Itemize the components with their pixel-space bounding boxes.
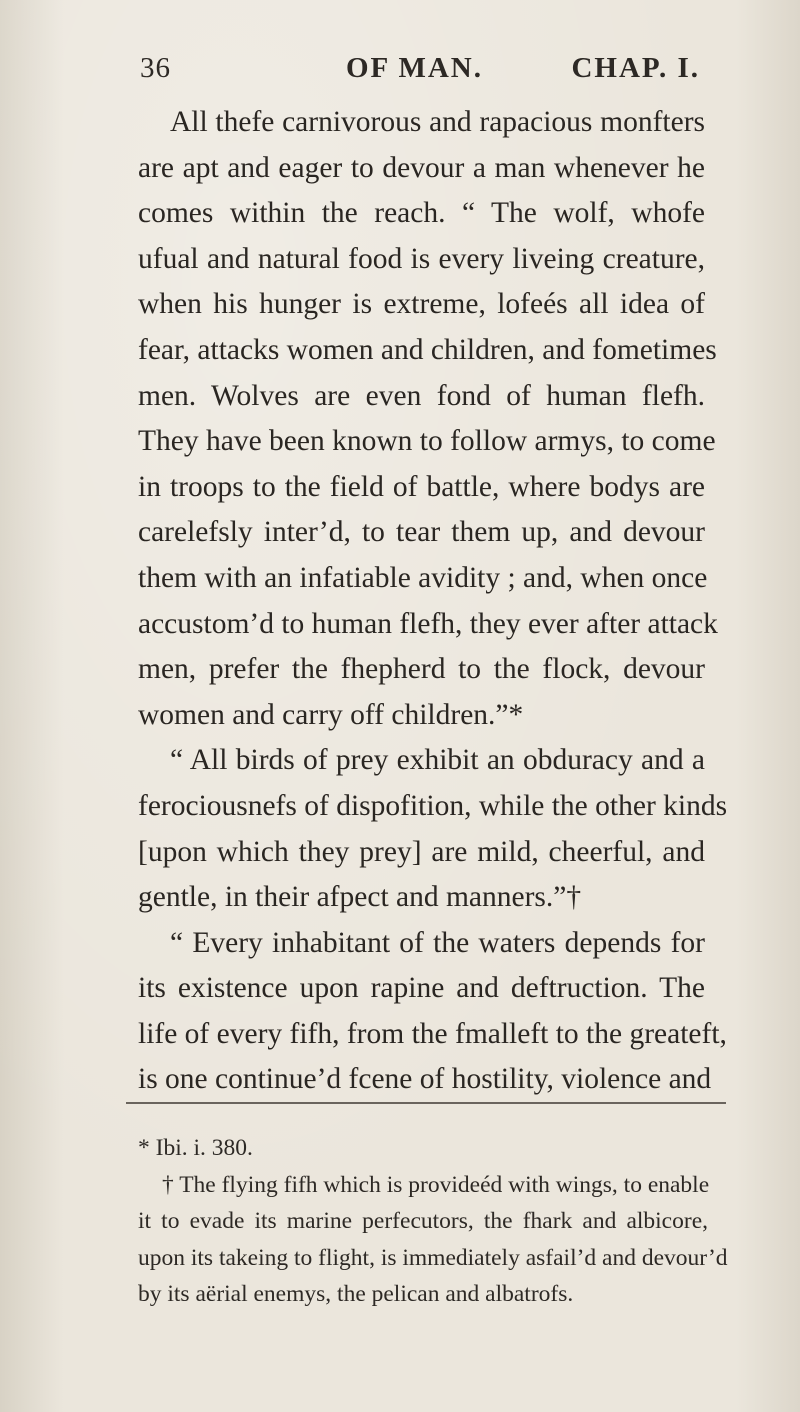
chapter-label: CHAP. I. — [571, 52, 700, 84]
text-line: carelefsly inter’d, to tear them up, and devour — [138, 516, 705, 549]
footnote-line: * Ibi. i. 380. — [138, 1135, 253, 1161]
running-head — [140, 52, 700, 92]
text-line: “ Every inhabitant of the waters depends for — [170, 926, 705, 959]
text-line: are apt and eager to devour a man whenever he — [138, 151, 705, 184]
footnote-line: by its aërial enemys, the pelican and albatrofs. — [138, 1281, 574, 1307]
text-line: ufual and natural food is every liveing creature, — [138, 242, 705, 275]
text-line: All thefe carnivorous and rapacious monfters — [170, 106, 705, 138]
text-line: in troops to the field of battle, where bodys are — [138, 470, 705, 503]
footnotes — [138, 1130, 728, 1313]
footnote-line: upon its takeing to flight, is immediately asfail’d and devour’d — [138, 1244, 728, 1271]
text-line: men, prefer the fhepherd to the flock, devour — [138, 653, 705, 686]
main-text — [138, 100, 728, 1103]
text-line: accustom’d to human flefh, they ever after attack — [138, 607, 718, 640]
text-line: fear, attacks women and children, and fometimes — [138, 333, 717, 366]
footnote-line: † The flying fifh which is provideéd with wings, to enable — [162, 1171, 710, 1198]
text-line: when his hunger is extreme, lofeés all idea of — [138, 288, 705, 321]
text-line: comes within the reach. “ The wolf, whofe — [138, 197, 705, 230]
text-line: them with an infatiable avidity ; and, when once — [138, 561, 708, 594]
text-line: is one continue’d fcene of hostility, violence and — [138, 1063, 712, 1096]
text-line: women and carry off children.”* — [138, 698, 524, 731]
text-line: [upon which they prey] are mild, cheerful, and — [138, 835, 705, 868]
text-line: They have been known to follow armys, to come — [138, 425, 716, 458]
text-line: ferociousnefs of dispofition, while the other kinds — [138, 789, 728, 822]
text-line: life of every fifh, from the fmalleft to the greateft, — [138, 1017, 727, 1050]
running-title: OF MAN. — [346, 52, 483, 84]
text-line: its existence upon rapine and deftruction. The — [138, 972, 705, 1005]
text-line: “ All birds of prey exhibit an obduracy and a — [170, 744, 705, 777]
footnote-divider — [126, 1102, 726, 1104]
text-line: men. Wolves are even fond of human flefh. — [138, 379, 705, 412]
footnote-line: it to evade its marine perfecutors, the fhark and albicore, — [138, 1208, 708, 1234]
text-line: gentle, in their afpect and manners.”† — [138, 881, 582, 914]
page-number: 36 — [140, 52, 171, 84]
